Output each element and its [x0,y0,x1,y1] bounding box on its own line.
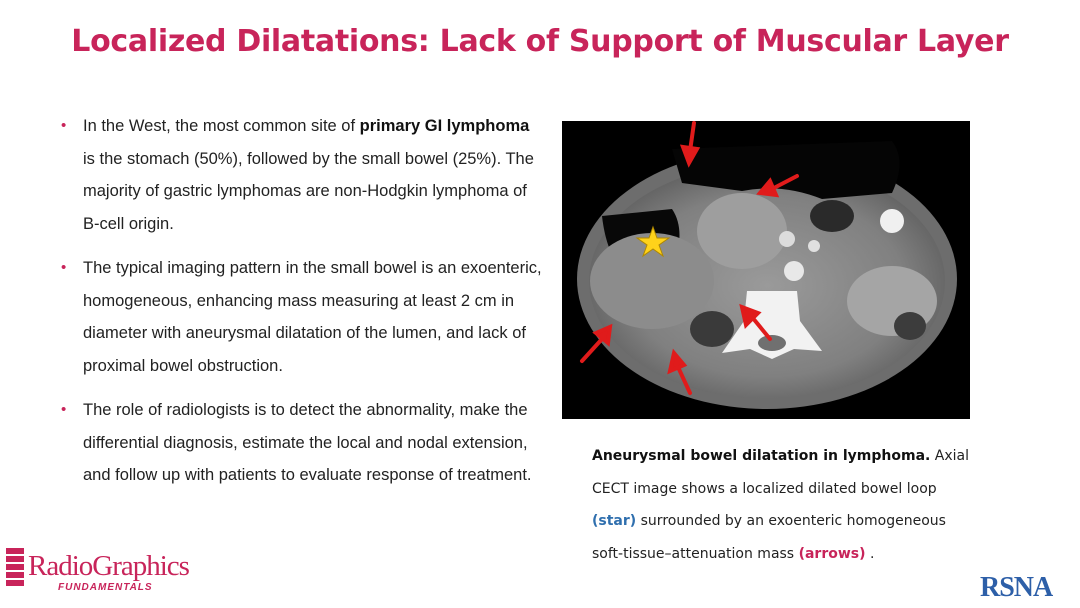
caption-text: . [865,545,875,562]
bullet-icon: • [61,259,67,276]
logo-name: RadioGraphics [28,550,189,582]
caption-title: Aneurysmal bowel dilatation in lymphoma. [592,448,931,464]
bullet-list [58,110,543,504]
bullet-text: The role of radiologists is to detect the abnormality, make the differential diagnosis, estimate the local and nodal extension, and follow up with patients to evaluate response of treatment. [83,401,532,484]
caption-text: Axial CECT image shows a localized dilated bowel loop [592,448,970,497]
bullet-item [58,394,543,492]
caption-arrows-label: (arrows) [798,545,866,562]
bullet-item [58,110,543,240]
bullet-icon: • [61,117,67,134]
slide-title: Localized Dilatations: Lack of Support of Muscular Layer [71,24,1009,59]
bullet-bold-text: primary GI lymphoma [359,117,530,135]
bullet-item [58,252,543,382]
logo-bars-icon [6,548,24,588]
radiographics-logo [6,548,221,596]
bullet-text: is the stomach (50%), followed by the small bowel (25%). The majority of gastric lymphomas are non-Hodgkin lymphoma of B-cell origin. [83,149,534,233]
bullet-icon: • [61,401,67,418]
logo-subtitle: FUNDAMENTALS [58,582,153,593]
image-caption [592,440,972,570]
caption-star-label: (star) [592,513,637,529]
caption-text: surrounded by an exoenteric homogeneous soft-tissue–attenuation mass [592,513,946,562]
rsna-logo: RSNA [980,572,1053,603]
bullet-text: The typical imaging pattern in the small bowel is an exoenteric, homogeneous, enhancing mass measuring at least 2 cm in diameter with aneurysmal dilatation of the lumen, and lack of proximal bowel obstruction. [83,259,542,375]
ct-scan-drawing [562,121,970,419]
bullet-text: In the West, the most common site of [83,117,360,135]
ct-scan-image [562,121,970,419]
